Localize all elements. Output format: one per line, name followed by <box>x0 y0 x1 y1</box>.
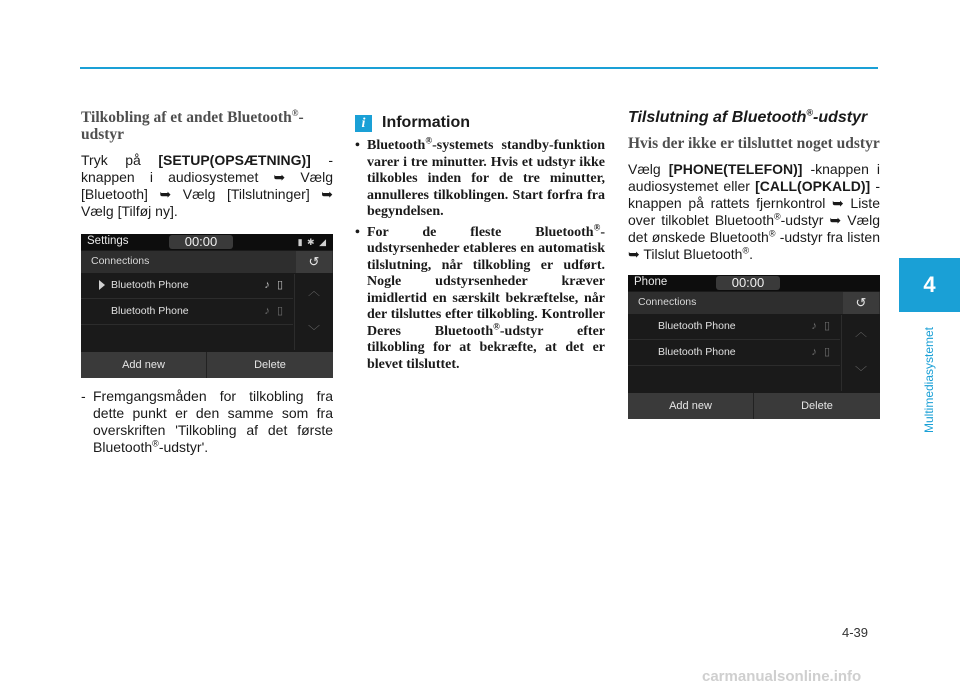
column-left <box>81 100 333 456</box>
delete-button[interactable]: Delete <box>801 400 833 412</box>
back-icon[interactable]: ↺ <box>843 292 879 314</box>
settings-screen-illustration <box>81 234 333 378</box>
subheading-no-device: Hvis der ikke er tilsluttet noget udstyr <box>628 135 880 152</box>
screen-clock: 00:00 <box>169 235 233 249</box>
info-icon: i <box>355 115 372 132</box>
arrow-icon: ➥ <box>829 212 842 228</box>
watermark: carmanualsonline.info <box>702 668 862 685</box>
chevron-up-icon[interactable]: ︿ <box>855 325 868 339</box>
section-heading-connecting: Tilslutning af Bluetooth®-udstyr <box>628 107 868 126</box>
screen-button-bar <box>81 352 333 378</box>
connect-instructions: Vælg [PHONE(TELEFON)] -knappen i audiosystemet eller [CALL(OPKALD)] -knappen på rattets fjernkontrol ➥ Liste over tilkoblet Bluetooth®-udstyr ➥ Vælg det ønskede Bluetooth® -udstyr fra listen ➥ Tilslut Bluetooth®. <box>628 161 880 262</box>
selected-indicator-icon <box>99 280 105 290</box>
audio-phone-icons: ♪ ▯ <box>264 305 285 317</box>
connections-header <box>628 292 880 314</box>
arrow-icon: ➥ <box>159 186 172 202</box>
delete-button[interactable]: Delete <box>254 359 286 371</box>
phone-screen-illustration <box>628 275 880 419</box>
chevron-up-icon[interactable]: ︿ <box>308 284 321 298</box>
add-new-button[interactable]: Add new <box>628 393 754 419</box>
chapter-label-text: Multimediasystemet <box>922 326 936 434</box>
device-row[interactable] <box>81 300 293 325</box>
audio-phone-icons: ♪ ▯ <box>811 320 832 332</box>
page-number: 4-39 <box>842 625 869 640</box>
screen-status-bar <box>628 275 880 291</box>
list-item: • For de fleste Bluetooth®-udstyrsenheder etableres en automatisk tilslutning, når tilkobling er udført. Nogle udstyrsenheder kræver imidlertid en særskilt bekræftelse, når der tilsluttes efter tilkobling. Kontroller Deres Bluetooth®-udstyr efter tilkobling for at bekræfte, at det er blevet tilsluttet. <box>355 221 605 372</box>
information-header <box>355 114 605 132</box>
chapter-number: 4 <box>923 272 936 297</box>
top-rule <box>80 67 878 69</box>
device-name: Bluetooth Phone <box>658 320 736 332</box>
connections-label: Connections <box>91 255 150 267</box>
screen-title: Settings <box>87 235 129 247</box>
screen-title: Phone <box>634 276 668 288</box>
back-icon[interactable]: ↺ <box>296 251 332 273</box>
screen-clock: 00:00 <box>716 276 780 290</box>
chapter-label <box>919 318 939 448</box>
pairing-instructions: Tryk på [SETUP(OPSÆTNING)] -knappen i audiosystemet ➥ Vælg [Bluetooth] ➥ Vælg [Tilslutninger] ➥ Vælg [Tilføj ny]. <box>81 152 334 219</box>
add-new-button[interactable]: Add new <box>81 352 207 378</box>
chapter-tab <box>899 258 960 312</box>
device-name: Bluetooth Phone <box>111 279 189 291</box>
status-icons: ▮ ✱ ◢ <box>297 237 327 247</box>
list-scroll[interactable] <box>841 315 880 391</box>
information-list <box>355 135 605 373</box>
column-right <box>628 100 880 429</box>
section-heading-pairing-another: Tilkobling af et andet Bluetooth®-udstyr <box>81 107 304 143</box>
connections-label: Connections <box>638 296 697 308</box>
connections-header <box>81 251 333 273</box>
chevron-down-icon[interactable]: ﹀ <box>855 365 868 379</box>
screen-status-bar <box>81 234 333 250</box>
information-title: Information <box>382 114 470 131</box>
device-row[interactable] <box>81 274 293 299</box>
device-name: Bluetooth Phone <box>111 305 189 317</box>
arrow-icon: ➥ <box>628 246 640 262</box>
device-row[interactable] <box>628 341 840 366</box>
audio-phone-icons: ♪ ▯ <box>811 346 832 358</box>
arrow-icon: ➥ <box>832 195 844 211</box>
column-middle <box>355 100 605 377</box>
chevron-down-icon[interactable]: ﹀ <box>308 324 321 338</box>
screen-button-bar <box>628 393 880 419</box>
arrow-icon: ➥ <box>273 169 286 185</box>
audio-phone-icons: ♪ ▯ <box>264 279 285 291</box>
list-item: • Bluetooth®-systemets standby-funktion varer i tre minutter. Hvis et udstyr ikke tilkobles inden for de tre minutter, annulleres tilkoblingen. Start forfra fra begyndelsen. <box>355 135 605 219</box>
procedure-note: - Fremgangsmåden for tilkobling fra dette punkt er den samme som fra overskriften 'Tilkobling af det første Bluetooth®-udstyr'. <box>81 388 333 455</box>
device-row[interactable] <box>628 315 840 340</box>
device-name: Bluetooth Phone <box>658 346 736 358</box>
list-scroll[interactable] <box>294 274 333 350</box>
arrow-icon: ➥ <box>321 186 333 202</box>
